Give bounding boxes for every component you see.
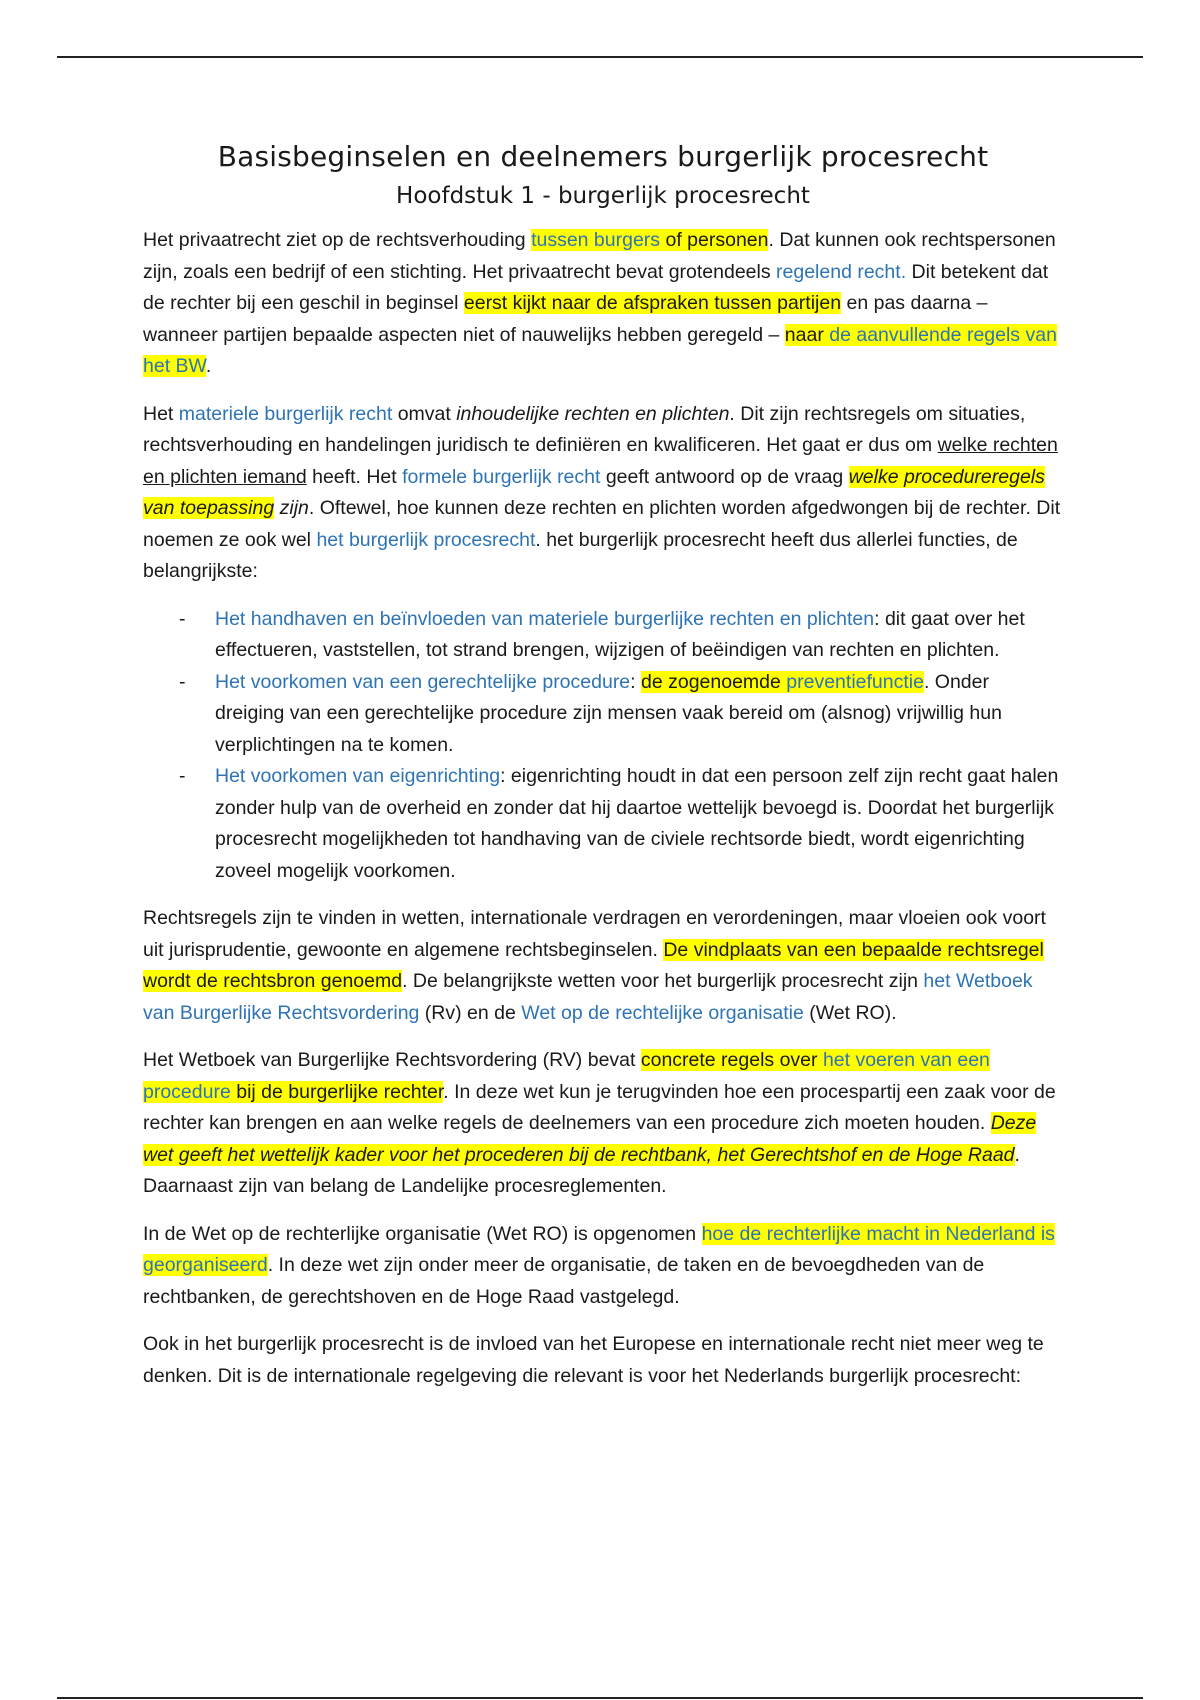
term-span: materiele burgerlijk recht (178, 402, 393, 425)
text-span: . Oftewel, hoe kunnen deze rechten en plichten worden afgedwongen bij de rechter. Dit noemen ze ook wel (143, 497, 1061, 551)
list-item (179, 667, 1063, 762)
chapter-heading: Hoofdstuk 1 - burgerlijk procesrecht (396, 183, 810, 209)
document-page (143, 128, 1063, 1408)
text-span: In de Wet op de rechterlijke organisatie (Wet RO) is opgenomen (143, 1222, 702, 1245)
text-span: . In deze wet kun je terugvinden hoe een procespartij een zaak voor de rechter kan brengen en aan welke regels de deelnemers van een procedure zich moeten houden. (143, 1080, 1056, 1134)
list-item (179, 604, 1063, 667)
term-span: het Wetboek van Burgerlijke Rechtsvordering (143, 970, 1033, 1024)
highlight-span: bij de burgerlijke rechter (230, 1080, 444, 1103)
text-span: . Dit zijn rechtsregels om situaties, rechtsverhouding en handelingen juridisch te definiëren en kwalificeren. Het gaat er dus om (143, 402, 1026, 456)
text-span: : (630, 670, 641, 693)
text-span: . Daarnaast zijn van belang de Landelijke procesreglementen. (143, 1143, 1020, 1197)
text-span: : dit gaat over het effectueren, vaststellen, tot strand brengen, wijzigen of beëindigen van rechten en plichten. (215, 607, 1025, 661)
highlight-span: de zogenoemde (641, 670, 787, 693)
italic-span: zijn (274, 497, 309, 519)
highlight-span: Deze wet geeft het wettelijk kader voor het procederen bij de rechtbank, het Gerechtshof en de Hoge Raad (143, 1112, 1037, 1166)
text-span: Het (143, 402, 179, 425)
dash-marker: - (179, 607, 186, 630)
text-span: : eigenrichting houdt in dat een persoon zelf zijn recht gaat halen zonder hulp van de overheid en zonder dat hij daartoe wettelijk bevoegd is. Doordat het burgerlijk procesrecht mogelijkheden tot handhaving van de civiele rechtsorde biedt, wordt eigenrichting zoveel mogelijk voorkomen. (215, 765, 1059, 882)
highlight-span: concrete regels over (640, 1049, 823, 1071)
term-span: Het voorkomen van een gerechtelijke procedure (215, 670, 631, 693)
highlight-span: naar (784, 323, 830, 346)
paragraph-wet-ro (143, 1219, 1063, 1314)
highlight-span: De vindplaats van een bepaalde rechtsregel wordt de rechtsbron genoemd (143, 938, 1044, 992)
term-span: Het voorkomen van eigenrichting (215, 765, 501, 787)
paragraph-materiele-recht (143, 399, 1063, 588)
term-span: het burgerlijk procesrecht (316, 528, 536, 551)
highlight-span: het voeren van een procedure (143, 1049, 990, 1103)
dash-marker: - (179, 765, 186, 787)
text-span: Dit betekent dat de rechter bij een geschil in beginsel (143, 260, 1049, 314)
text-span: geeft antwoord op de vraag (600, 465, 849, 488)
italic-span: inhoudelijke rechten en plichten (456, 402, 730, 425)
highlight-span: de aanvullende regels van het BW (143, 323, 1057, 377)
highlight-span: welke procedureregels van toepassing (143, 465, 1045, 519)
text-span: . Dat kunnen ook rechtspersonen zijn, zoals een bedrijf of een stichting. Het privaatrecht bevat grotendeels (143, 229, 1056, 283)
paragraph-rechtsbronnen (143, 903, 1063, 1029)
bottom-rule (57, 1697, 1143, 1699)
term-span: regelend recht. (776, 260, 907, 283)
functions-list (143, 604, 1063, 888)
highlight-span: of personen (660, 229, 769, 251)
document-title: Basisbeginselen en deelnemers burgerlijk procesrecht (217, 140, 989, 173)
term-span: formele burgerlijk recht (402, 465, 601, 488)
term-span: Het handhaven en beïnvloeden van materiele burgerlijke rechten en plichten (215, 607, 875, 630)
underlined-span: welke rechten en plichten iemand (143, 434, 1058, 488)
list-item (179, 761, 1063, 887)
highlight-span: preventiefunctie (786, 670, 924, 693)
highlight-span: eerst kijkt naar de afspraken tussen partijen (463, 292, 842, 314)
paragraph-privaatrecht (143, 225, 1063, 383)
text-span: . Onder dreiging van een gerechtelijke procedure zijn mensen vaak bereid om (alsnog) vrijwillig hun verplichtingen na te komen. (215, 670, 1002, 756)
text-span: Ook in het burgerlijk procesrecht is de invloed van het Europese en internationale recht niet meer weg te denken. Dit is de internationale regelgeving die relevant is voor het Nederlands burgerlijk procesrecht: (143, 1333, 1044, 1387)
text-span: omvat (392, 402, 457, 425)
highlight-span: hoe de rechterlijke macht in Nederland is georganiseerd (143, 1222, 1055, 1276)
text-span: . (205, 355, 212, 377)
text-span: (Rv) en de (419, 1001, 522, 1024)
text-span: en pas daarna – wanneer partijen bepaalde aspecten niet of nauwelijks hebben geregeld – (143, 292, 988, 346)
paragraph-rv (143, 1045, 1063, 1203)
dash-marker: - (179, 670, 186, 693)
top-rule (57, 56, 1143, 58)
text-span: (Wet RO). (803, 1001, 897, 1024)
text-span: . De belangrijkste wetten voor het burgerlijk procesrecht zijn (402, 970, 924, 992)
text-span: . In deze wet zijn onder meer de organisatie, de taken en de bevoegdheden van de rechtbanken, de gerechtshoven en de Hoge Raad vastgelegd. (143, 1254, 985, 1308)
text-span: Rechtsregels zijn te vinden in wetten, internationale verdragen en verordeningen, maar vloeien ook voort uit jurisprudentie, gewoonte en algemene rechtsbeginselen. (143, 907, 1046, 961)
text-span: Het privaatrecht ziet op de rechtsverhouding (143, 229, 532, 251)
paragraph-internationaal (143, 1329, 1063, 1392)
highlight-span: tussen burgers (531, 229, 661, 251)
term-span: Wet op de rechtelijke organisatie (521, 1001, 804, 1024)
text-span: . het burgerlijk procesrecht heeft dus allerlei functies, de belangrijkste: (143, 528, 1018, 582)
text-span: Het Wetboek van Burgerlijke Rechtsvordering (RV) bevat (143, 1049, 641, 1071)
text-span: heeft. Het (306, 465, 403, 488)
